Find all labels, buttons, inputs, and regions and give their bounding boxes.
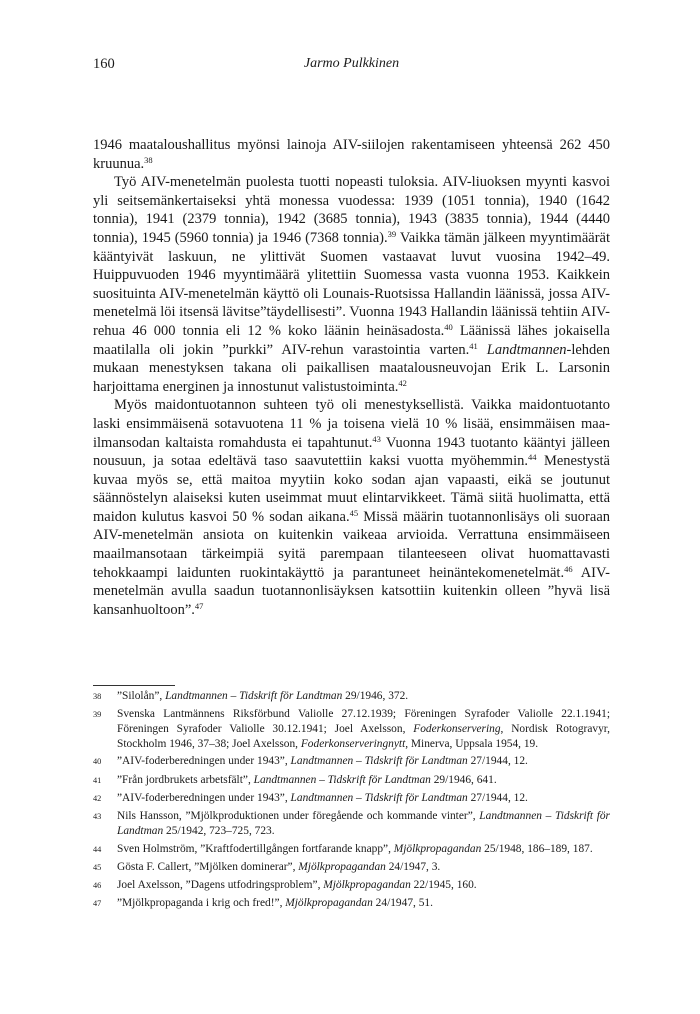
footnote-run: ”Mjölkpropaganda i krig och fred!”, [117,897,286,910]
text-run: 1946 maataloushallitus myönsi lainoja AIV-siilojen rakentamiseen yhteensä 262 450 kruunua. [93,137,610,172]
footnote-italic: Landtmannen – Tidskrift för Landtman [117,810,610,838]
footnote-text [117,773,610,789]
footnote-ref[interactable]: 47 [194,600,204,611]
text-run: Menestystä kuvaa myös se, että maitoa myytiin koko sodan ajan vapaasti, eikä se joutunut säännöstelyn alaiseksi kuten useimmat muut elintarvikkeet. Tämä siitä huolimatta, että maidon kulutus kasvoi 50 % sodan aikana. [93,453,610,525]
footnote-italic: Foderkonserveringnytt [300,738,406,751]
footnote-italic: Mjölkpropagandan [298,860,386,873]
body-text [93,136,610,619]
footnote-number: 44 [93,844,102,854]
footnote-italic: Landtmannen – Tidskrift för Landtman [290,792,468,804]
footnote-run: Nils Hansson, ”Mjölkproduktionen under föregående och kommande vinter”, [117,810,480,823]
text-run: Myös maidontuotannon suhteen työ oli menestyksellistä. Vaikka maidontuotanto laski ensimmäisenä sotavuotena 11 % ja toisena vielä 10 % lisää, ensimmäisen maailmansodan kaltaista romahdusta ei tapahtunut. [93,397,610,451]
footnote-run: 22/1945, 160. [410,879,477,892]
footnote-number: 41 [93,775,102,785]
footnote-ref[interactable]: 45 [349,507,359,518]
footnote-ref[interactable]: 44 [527,452,537,463]
text-run: AIV-menetelmän avulla saadun tuotannonlisäyksen katsottiin kuitenkin olleen ”hyvä lisä kansanhuoltoon”. [93,564,610,618]
footnote-ref[interactable]: 46 [564,563,573,574]
text-run: -lehden mukaan menestyksen takana oli paikallisen maatalousneuvojan Erik L. Larsonin harjoittama energinen ja innostunut valistustoiminta. [93,341,610,395]
text-run: Missä määrin tuotannonlisäys oli suoraan AIV-menetelmän ansiota on kuitenkin vaikeaa arvioida. Verrattuna ensimmäiseen maailmansotaan tärkeimpiä syitä parempaan tilanteeseen olivat huomattavasti tehokkaampi laidunten ruokintakäyttö ja parantuneet heinäntekomenetelmät. [93,508,610,581]
footnote-number: 43 [93,812,102,822]
footnote-run: 27/1944, 12. [467,792,528,804]
footnote-run: Svenska Lantmännens Riksförbund Valiolle 27.12.1939; Föreningen Syrafoder Valiolle 22.1.1941; Föreningen Syrafoder Valiolle 30.12.1941; Joel Axelsson, [117,708,610,736]
footnote-text [117,860,610,876]
paragraph-3 [93,396,610,619]
footnote-44 [93,842,610,858]
footnote-italic: Mjölkpropagandan [393,842,482,855]
footnote-46 [93,878,610,894]
footnote-number: 42 [93,794,102,803]
footnote-italic: Mjölkpropagandan [323,879,411,892]
page-header [93,56,610,76]
footnote-text [117,707,610,752]
footnote-41 [93,773,610,789]
text-run: Läänissä lähes jokaisella maatilalla oli jokin ”purkki” AIV-rehun varastointia varten. [93,322,610,358]
footnote-number: 38 [93,692,102,701]
italic-title: Landtmannen [486,341,567,358]
footnote-run: 24/1947, 51. [372,897,433,910]
text-run: Vaikka tämän jälkeen myyntimäärät kääntyivät laskuun, ne ylittivät Suomen vastaavat luvut vuosina 1942–49. Huippuvuoden 1946 myyntimäärä ylitettiin Suomessa vasta vuonna 1953. Kaikkein suosituinta AIV-menetelmän käyttö oli Lounais-Ruotsissa Hallandin läänissä, jossa AIV-menetelmä löi itsensä lävitse”täydellisesti”. Vuonna 1943 Hallandin läänissä tehtiin AIV-rehua 46 000 tonnia eli 12 % koko läänin heinäsadosta. [93,229,610,339]
footnote-run: , Nordisk Rotogravyr, Stockholm 1946, 37–38; Joel Axelsson, [117,723,610,751]
footnote-number: 47 [93,899,102,909]
footnote-text [117,791,610,807]
footnote-ref[interactable]: 39 [387,228,397,239]
footnote-ref[interactable]: 41 [469,340,478,351]
footnote-38 [93,689,610,705]
footnote-number: 40 [93,757,102,767]
footnote-text [117,896,610,912]
running-head-author: Jarmo Pulkkinen [303,56,400,71]
paragraph-1 [93,136,610,173]
footnote-run: ”AIV-foderberedningen under 1943”, [117,792,291,804]
text-run: Vuonna 1943 tuotanto kääntyi jälleen nousuun, ja sotaa edeltävä taso saavutettiin kaksi vuotta myöhemmin. [93,434,610,470]
footnote-run: 24/1947, 3. [385,860,441,873]
footnote-run: , Minerva, Uppsala 1954, 19. [405,738,539,751]
page-number: 160 [93,56,115,72]
footnote-ref[interactable]: 38 [144,154,153,165]
paragraph-2 [93,173,610,396]
footnote-ref[interactable]: 43 [372,433,381,444]
footnote-text [117,842,610,858]
footnote-run: 25/1942, 723–725, 723. [163,825,275,838]
footnote-39 [93,707,610,752]
footnote-run: 27/1944, 12. [467,755,528,768]
footnote-number: 39 [93,710,102,720]
footnote-run: 25/1948, 186–189, 187. [481,842,593,855]
footnote-run: Sven Holmström, ”Kraftfodertillgången fortfarande knapp”, [117,842,394,855]
footnote-45 [93,860,610,876]
footnote-italic: Mjölkpropagandan [285,897,373,910]
footnote-run: 29/1946, 372. [342,690,409,702]
footnote-42 [93,791,610,807]
footnote-run: 29/1946, 641. [430,773,497,786]
footnote-run: Gösta F. Callert, ”Mjölken dominerar”, [117,860,299,873]
footnote-47 [93,896,610,912]
footnote-italic: Foderkonservering [413,723,501,736]
footnote-italic: Landtmannen – Tidskrift för Landtman [253,773,431,786]
footnote-number: 45 [93,862,102,872]
footnote-run: ”Från jordbrukets arbetsfält”, [117,773,254,786]
footnote-run: Joel Axelsson, ”Dagens utfodringsproblem”, [117,879,324,892]
footnotes [93,689,610,915]
footnote-divider [93,685,175,686]
text-run: Työ AIV-menetelmän puolesta tuotti nopeasti tuloksia. AIV-liuoksen myynti kasvoi yli seitsemänkertaiseksi yhtä monessa vuodessa: 1939 (1051 tonnia), 1940 (1642 tonnia), 1941 (2379 tonnia), 1942 (3685 tonnia), 1943 (3835 tonnia), 1944 (4440 tonnia), 1945 (5960 tonnia) ja 1946 (7368 tonnia). [93,174,610,246]
footnote-40 [93,754,610,770]
footnote-run: ”AIV-foderberedningen under 1943”, [117,755,291,768]
footnote-ref[interactable]: 42 [398,377,407,388]
footnote-text [117,689,610,705]
footnote-text [117,878,610,894]
footnote-italic: Landtmannen – Tidskrift för Landtman [165,690,343,702]
footnote-ref[interactable]: 40 [444,321,453,332]
footnote-text [117,809,610,839]
footnote-43 [93,809,610,839]
footnote-text [117,754,610,770]
footnote-run: ”Silolån”, [117,690,166,702]
footnote-number: 46 [93,881,102,891]
footnote-italic: Landtmannen – Tidskrift för Landtman [290,755,468,768]
